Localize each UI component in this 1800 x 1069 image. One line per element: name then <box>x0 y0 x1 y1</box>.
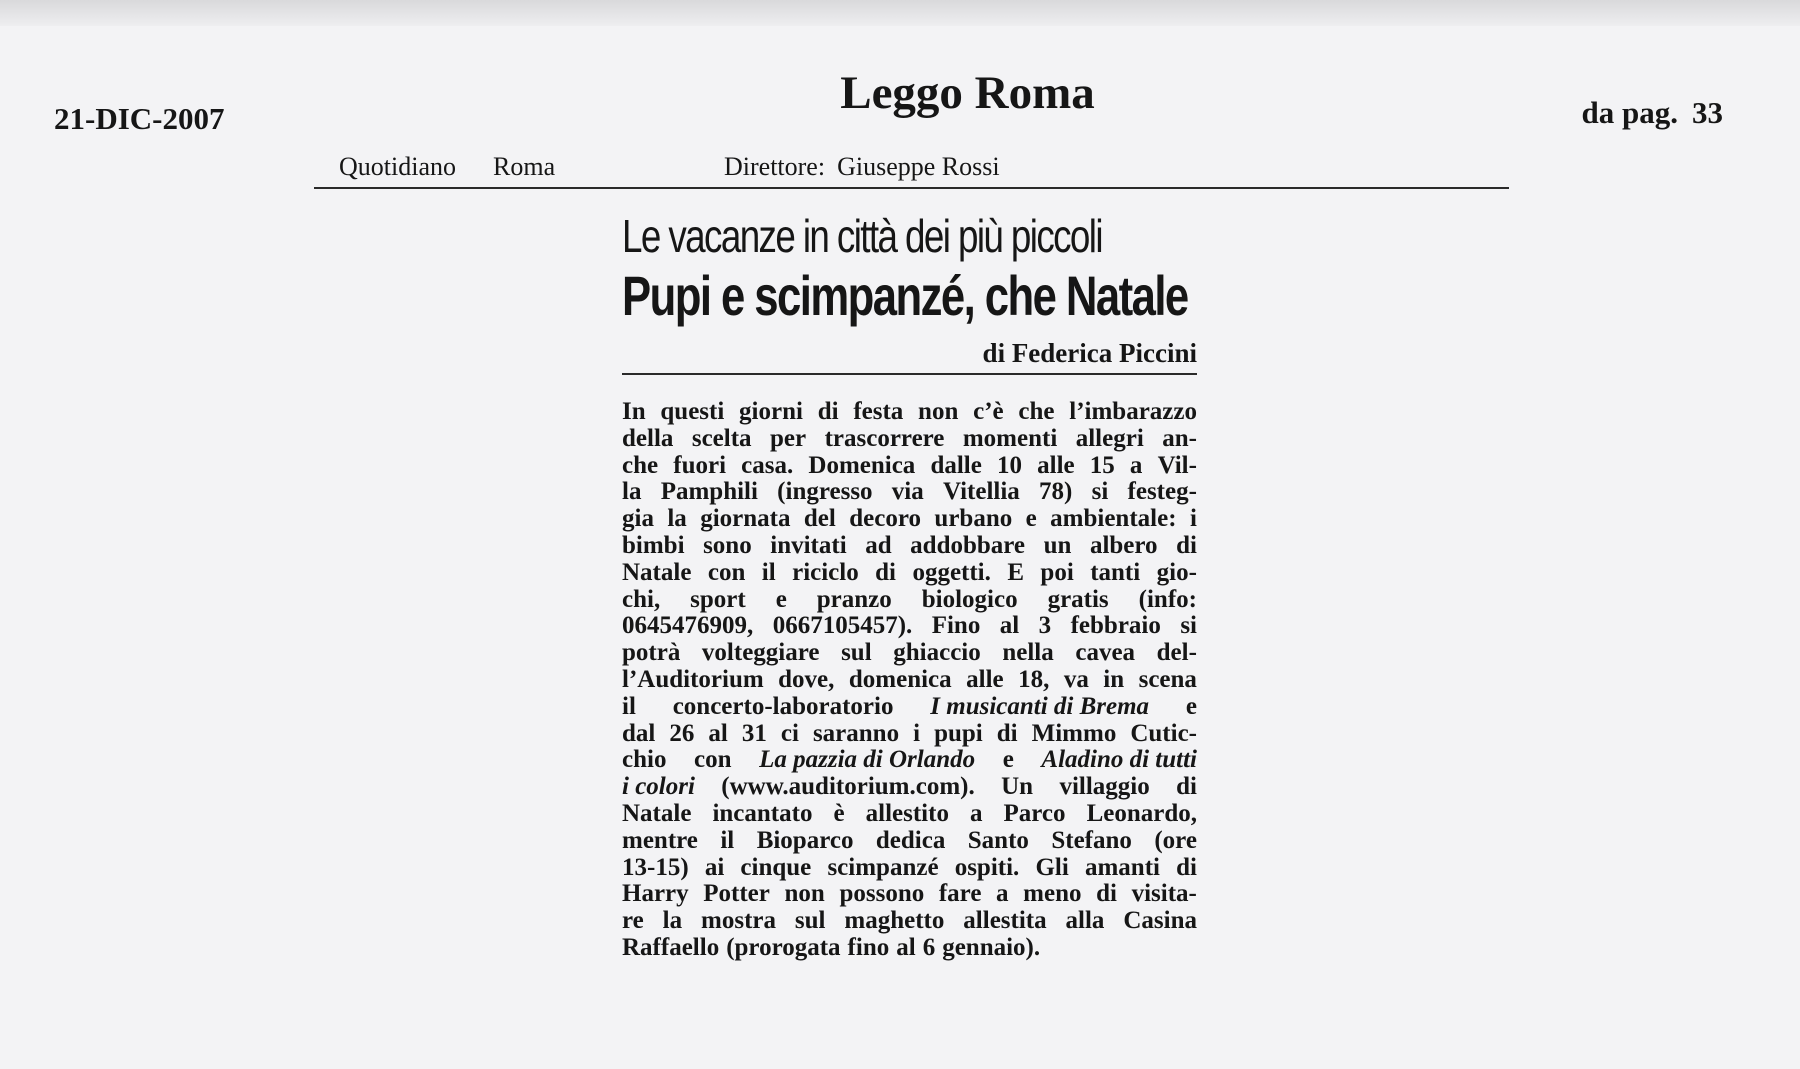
article-word: l’imbarazzo <box>1069 398 1197 425</box>
article-line <box>622 855 1197 882</box>
article-word: Potter <box>703 880 770 908</box>
article-word: i <box>913 719 921 747</box>
article-word: la <box>662 907 683 935</box>
article-word: Domenica <box>808 451 916 479</box>
article-word: che <box>1018 398 1055 425</box>
article-line <box>622 426 1197 453</box>
director-label: Direttore: <box>724 152 826 181</box>
article-word: possono <box>839 880 925 908</box>
article-line <box>622 801 1197 828</box>
article-word: pranzo <box>816 585 892 613</box>
article-title-reference: La pazzia di Orlando <box>759 746 976 774</box>
article-word: alle <box>1037 451 1075 479</box>
article-word: dal <box>622 719 656 747</box>
article-word: la <box>667 505 687 533</box>
article-word: 6 <box>922 933 936 961</box>
article-word: gio- <box>1156 558 1197 586</box>
director-name: Giuseppe Rossi <box>837 152 1000 181</box>
article-word: cavea <box>1075 639 1136 667</box>
article-line <box>622 721 1197 748</box>
header-divider <box>314 187 1509 189</box>
article-word: di <box>996 719 1018 747</box>
article-word: di <box>817 398 839 425</box>
article-word: invitati <box>770 531 847 559</box>
article-word: Harry <box>622 880 689 908</box>
article-word: domenica <box>848 665 952 693</box>
article-line <box>622 560 1197 587</box>
article-word: il <box>622 692 636 720</box>
article-word: 31 <box>741 719 767 747</box>
article-word: Cutic- <box>1130 719 1197 747</box>
article-word: tanti <box>1090 558 1141 586</box>
article-word: Santo <box>967 826 1029 854</box>
article-word: amanti <box>1084 853 1160 881</box>
article-word: a <box>996 880 1009 908</box>
article-word: bimbi <box>622 531 685 559</box>
article-word: 13-15) <box>622 853 689 881</box>
article-word: poi <box>1040 558 1074 586</box>
article-word: sul <box>794 907 826 935</box>
article-word: (ingresso <box>777 478 873 506</box>
article-title-reference: I musicanti di Brema <box>930 692 1150 720</box>
article-word: 26 <box>669 719 695 747</box>
article-word: c’è <box>973 398 1004 425</box>
article-word: pupi <box>934 719 983 747</box>
article-word: fino <box>847 933 890 961</box>
article-word: oggetti. <box>912 558 991 586</box>
article-word: 0645476909, <box>622 612 754 640</box>
article-word: scelta <box>691 424 752 452</box>
article-word: ghiaccio <box>893 639 981 667</box>
article-line <box>622 506 1197 533</box>
article-word: il <box>761 558 776 586</box>
article-word: fuori <box>673 451 727 479</box>
article-word: alla <box>1065 907 1105 935</box>
article-word: gennaio). <box>942 933 1041 961</box>
article-word: Bioparco <box>756 826 854 854</box>
article-word: la <box>622 478 642 506</box>
article-word: 3 <box>1038 612 1052 640</box>
article-word: via <box>891 478 924 506</box>
article-word: concerto-laboratorio <box>672 692 894 720</box>
article-word: decoro <box>849 505 922 533</box>
article-word: addobbare <box>910 531 1026 559</box>
article-word: al <box>896 933 916 961</box>
article-word: trascorrere <box>824 424 945 452</box>
article-word: momenti <box>962 424 1058 452</box>
article-word: ci <box>780 719 799 747</box>
article-line <box>622 479 1197 506</box>
page-ref-number: 33 <box>1692 95 1723 130</box>
article-word: riciclo <box>792 558 859 586</box>
article-line <box>622 908 1197 935</box>
article-word: giorni <box>739 398 803 425</box>
article-word: di <box>875 558 897 586</box>
article-word: sul <box>841 639 872 667</box>
article-word: nella <box>1002 639 1054 667</box>
article-word: villaggio <box>1059 773 1150 801</box>
article-word: e <box>1025 505 1037 533</box>
article-word: alle <box>966 665 1004 693</box>
article-word: albero <box>1089 531 1158 559</box>
article-word: allestito <box>865 799 949 827</box>
publication-city: Roma <box>493 152 556 181</box>
director-line <box>724 152 1000 182</box>
article-word: Casina <box>1123 907 1197 935</box>
article-word: saranno <box>812 719 900 747</box>
article-line <box>622 694 1197 721</box>
article-word: In <box>622 398 646 425</box>
article-word: i <box>1189 505 1197 533</box>
article-word: si <box>1180 612 1197 640</box>
article-line <box>622 774 1197 801</box>
article-word: ad <box>865 531 892 559</box>
article-word: al <box>708 719 728 747</box>
article-word: (prorogata <box>726 933 841 961</box>
article-word: per <box>770 424 807 452</box>
article-word: di <box>1176 531 1197 559</box>
article-line <box>622 828 1197 855</box>
article-word: dove, <box>778 665 835 693</box>
article-word: mostra <box>701 907 776 935</box>
article-line <box>622 533 1197 560</box>
article-word: Gli <box>1035 853 1069 881</box>
article-line <box>622 399 1197 426</box>
article-word: Natale <box>622 558 692 586</box>
article-word: 18, <box>1018 665 1050 693</box>
article-word: chi, <box>622 585 661 613</box>
article-line <box>622 747 1197 774</box>
article-line <box>622 667 1197 694</box>
article-word: allestita <box>963 907 1047 935</box>
article-line <box>622 587 1197 614</box>
article-word: l’Auditorium <box>622 665 764 693</box>
article-word: Vitellia <box>942 478 1020 506</box>
article-body <box>622 399 1197 962</box>
article-word: a <box>969 799 983 827</box>
article-word: visita- <box>1131 880 1197 908</box>
article-word: scimpanzé <box>827 853 939 881</box>
article-line <box>622 453 1197 480</box>
article-byline: di Federica Piccini <box>622 338 1197 375</box>
page-reference <box>1582 95 1723 131</box>
article-word: 78) <box>1039 478 1073 506</box>
article-word: Mimmo <box>1031 719 1117 747</box>
article-word: del <box>803 505 836 533</box>
article-word: casa. <box>741 451 794 479</box>
article-word: (www.auditorium.com). <box>721 773 975 801</box>
article-word: con <box>707 558 746 586</box>
article-word: 15 <box>1089 451 1115 479</box>
article-word: non <box>918 398 959 425</box>
article-headline: Pupi e scimpanzé, che Natale <box>622 264 1188 327</box>
article-word: al <box>999 612 1020 640</box>
article-word: febbraio <box>1070 612 1161 640</box>
article-word: an- <box>1162 424 1197 452</box>
article-word: con <box>694 746 732 774</box>
article-word: in <box>1103 665 1125 693</box>
article-word: urbano <box>934 505 1013 533</box>
article-word: scena <box>1138 665 1197 693</box>
article-word: 0667105457). <box>772 612 913 640</box>
article-word: gratis <box>1047 585 1109 613</box>
article-word: festeg- <box>1127 478 1197 506</box>
article-word: allegri <box>1075 424 1144 452</box>
article-word: si <box>1091 478 1109 506</box>
article-word: dedica <box>875 826 946 854</box>
article-word: di <box>1096 880 1117 908</box>
article-word: è <box>833 799 845 827</box>
article-word: meno <box>1023 880 1082 908</box>
article-word: sport <box>690 585 746 613</box>
article-word: E <box>1007 558 1024 586</box>
article-word: gia <box>622 505 654 533</box>
article-word: dalle <box>930 451 982 479</box>
article-word: Un <box>1001 773 1034 801</box>
article-kicker: Le vacanze in città dei più piccoli <box>622 210 1102 262</box>
article-word: Vil- <box>1157 451 1197 479</box>
masthead: Leggo Roma <box>840 67 1095 119</box>
article-title-reference: i colori <box>622 773 695 801</box>
article-word: (ore <box>1154 826 1197 854</box>
article <box>622 208 1197 962</box>
article-line <box>622 613 1197 640</box>
article-word: il <box>720 826 735 854</box>
page-ref-label: da pag. <box>1581 95 1678 130</box>
article-word: e <box>1185 692 1197 720</box>
article-word: re <box>622 907 644 935</box>
publication-type: Quotidiano <box>339 152 456 181</box>
article-word: maghetto <box>844 907 945 935</box>
publication-date: 21-DIC-2007 <box>54 101 225 136</box>
article-word: festa <box>853 398 904 425</box>
article-word: ambientale: <box>1050 505 1177 533</box>
article-word: Raffaello <box>622 933 720 961</box>
article-word: non <box>784 880 825 908</box>
article-word: (info: <box>1138 585 1197 613</box>
article-word: volteggiare <box>701 639 820 667</box>
article-word: Stefano <box>1051 826 1132 854</box>
article-word: cinque <box>740 853 812 881</box>
article-word: sono <box>703 531 752 559</box>
article-word: e <box>775 585 787 613</box>
article-word: chio <box>622 746 667 774</box>
article-line <box>622 640 1197 667</box>
article-line <box>622 881 1197 908</box>
article-word: mentre <box>622 826 698 854</box>
scan-edge <box>0 0 1800 26</box>
article-word: giornata <box>700 505 791 533</box>
article-word: Fino <box>931 612 981 640</box>
article-word: e <box>1002 746 1014 774</box>
article-word: un <box>1043 531 1072 559</box>
article-word: potrà <box>622 639 681 667</box>
article-word: questi <box>660 398 725 425</box>
article-word: va <box>1063 665 1089 693</box>
article-word: Parco <box>1003 799 1066 827</box>
article-word: ai <box>704 853 725 881</box>
article-word: che <box>622 451 659 479</box>
article-word: incantato <box>712 799 813 827</box>
article-word: a <box>1129 451 1143 479</box>
article-word: della <box>622 424 674 452</box>
article-word: di <box>1176 853 1197 881</box>
article-word: di <box>1176 773 1197 801</box>
article-word: Pamphili <box>660 478 758 506</box>
article-word: del- <box>1156 639 1197 667</box>
article-word: Leonardo, <box>1086 799 1197 827</box>
article-word: 10 <box>997 451 1022 479</box>
article-word: ospiti. <box>954 853 1020 881</box>
article-word: fare <box>938 880 982 908</box>
article-word: biologico <box>921 585 1018 613</box>
article-title-reference: Aladino di tutti <box>1041 746 1197 774</box>
article-line <box>622 935 1197 962</box>
article-word: Natale <box>622 799 692 827</box>
